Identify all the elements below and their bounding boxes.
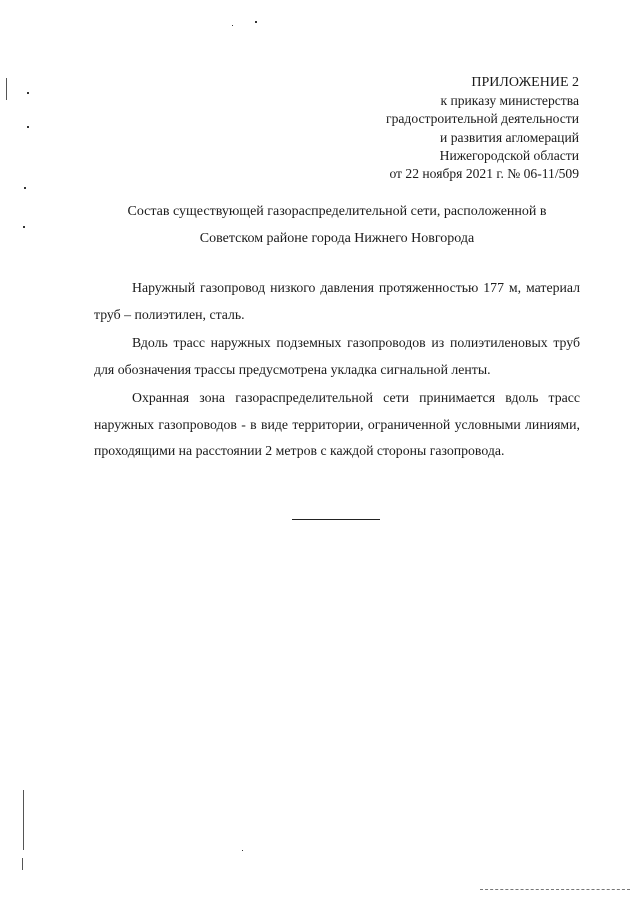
- appendix-line: и развития агломераций: [440, 129, 579, 145]
- body-paragraph: Охранная зона газораспределительной сети принимается вдоль трасс наружных газопроводов - в виде территории, ограниченной условными линиями, проходящими на расстоянии 2 метров с каждой стороны газопровода.: [94, 390, 580, 458]
- body-paragraph: Наружный газопровод низкого давления протяженностью 177 м, материал труб – полиэтилен, сталь.: [94, 280, 580, 322]
- scan-speck: [27, 92, 29, 94]
- scan-speck: [242, 850, 243, 851]
- appendix-block: [386, 74, 579, 183]
- scan-edge-mark: [23, 790, 24, 850]
- scan-speck: [255, 21, 257, 23]
- appendix-heading: ПРИЛОЖЕНИЕ 2: [471, 75, 579, 90]
- scan-edge-mark: [22, 858, 23, 870]
- appendix-line: градостроительной деятельности: [386, 111, 579, 127]
- document-title: [90, 198, 584, 252]
- document-title-line: Состав существующей газораспределительной сети, расположенной в: [127, 204, 547, 219]
- scan-speck: [24, 187, 26, 189]
- body-paragraph: Вдоль трасс наружных подземных газопроводов из полиэтиленовых труб для обозначения трассы предусмотрена укладка сигнальной ленты.: [94, 335, 580, 377]
- scan-speck: [27, 126, 29, 128]
- end-separator: [292, 519, 380, 520]
- appendix-line: к приказу министерства: [440, 93, 579, 109]
- appendix-line: от 22 ноября 2021 г. № 06-11/509: [389, 166, 579, 182]
- scan-edge-mark: [6, 78, 7, 100]
- scan-speck: [23, 226, 25, 228]
- document-title-line: Советском районе города Нижнего Новгорода: [199, 231, 475, 246]
- scan-edge-dashes: [480, 889, 630, 890]
- appendix-line: Нижегородской области: [439, 147, 579, 163]
- scan-speck: [232, 25, 233, 26]
- document-body: [94, 275, 580, 465]
